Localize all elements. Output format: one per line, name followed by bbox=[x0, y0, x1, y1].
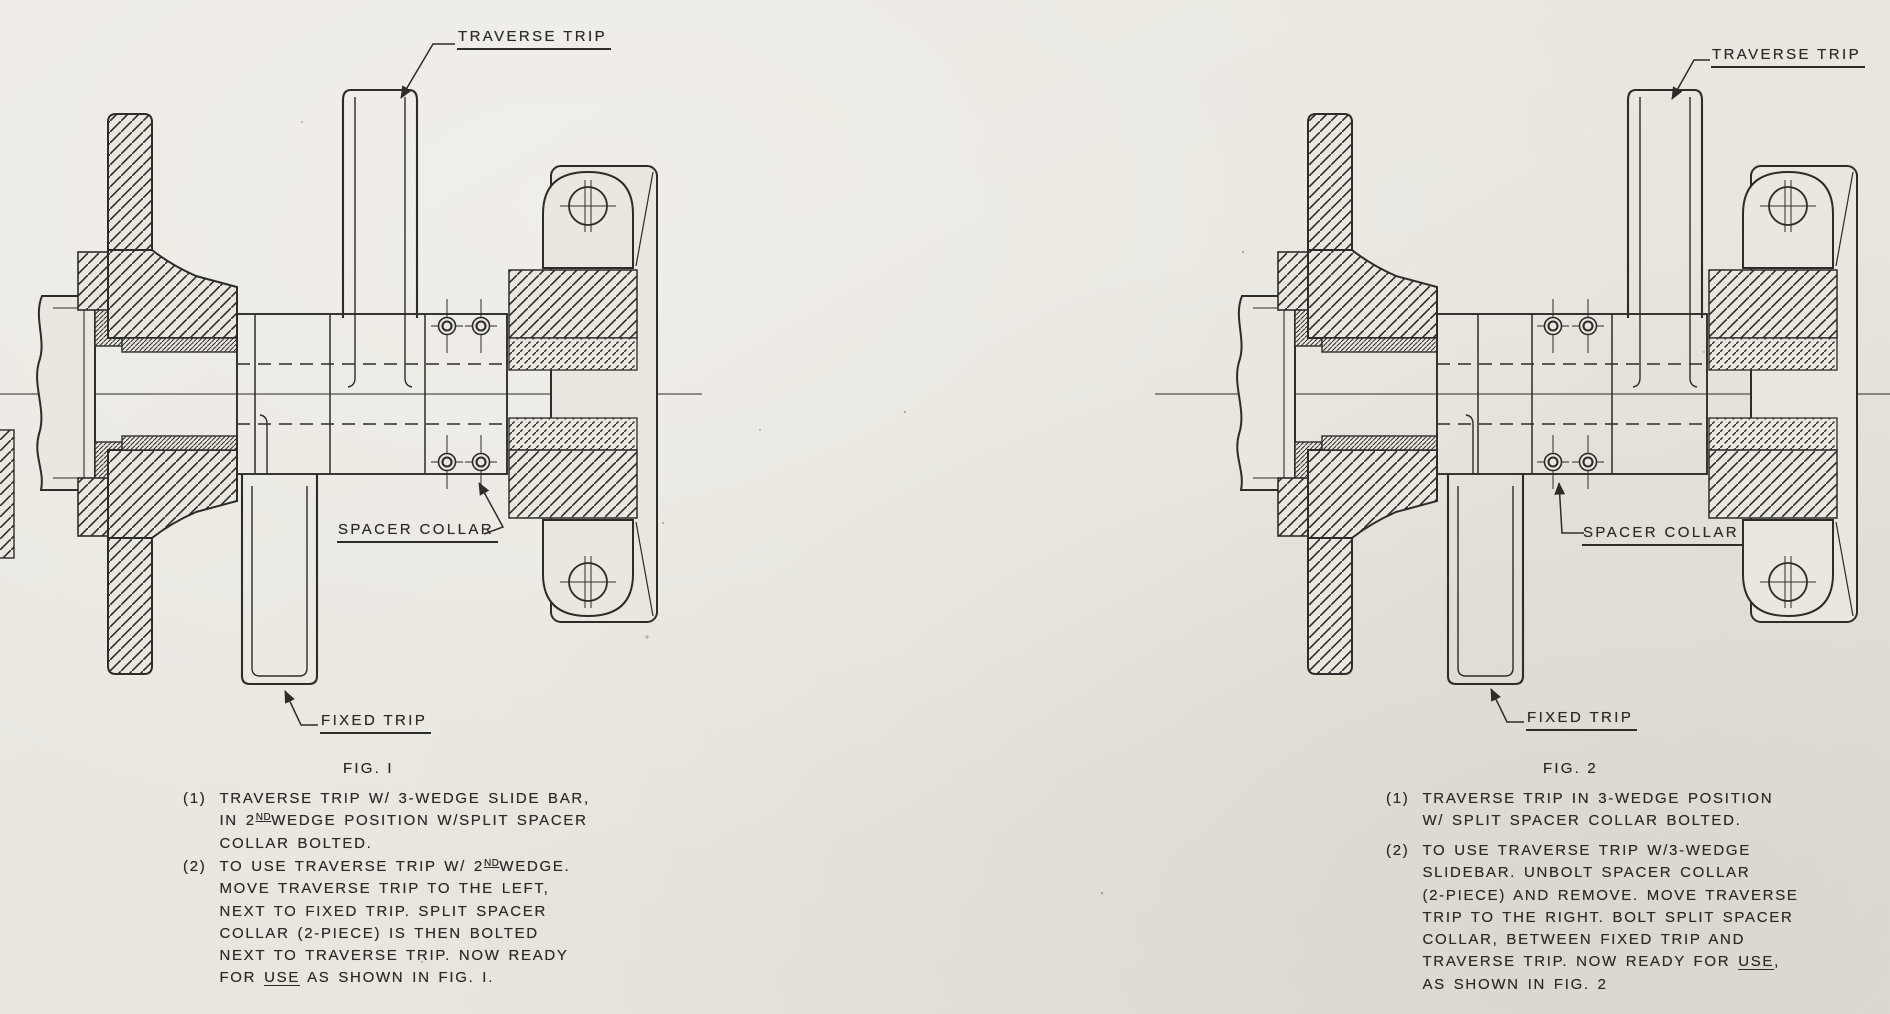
note-line: COLLAR, BETWEEN FIXED TRIP AND bbox=[1422, 931, 1746, 949]
note-number: (1) bbox=[1386, 790, 1410, 807]
note-line: NEXT TO TRAVERSE TRIP. NOW READY bbox=[219, 947, 569, 965]
note-line: TRAVERSE TRIP. NOW READY FOR USE, bbox=[1422, 953, 1781, 971]
note-line: TO USE TRAVERSE TRIP W/3-WEDGE bbox=[1422, 842, 1751, 859]
label-traverse-trip-fig1: TRAVERSE TRIP bbox=[457, 28, 611, 50]
note-text bbox=[219, 790, 589, 857]
note-2-fig1 bbox=[183, 858, 570, 992]
note-line: W/ SPLIT SPACER COLLAR BOLTED. bbox=[1422, 812, 1742, 830]
note-line: (2-PIECE) AND REMOVE. MOVE TRAVERSE bbox=[1422, 886, 1799, 904]
note-text bbox=[1422, 842, 1798, 998]
note-number: (2) bbox=[1386, 842, 1410, 859]
note-line: TO USE TRAVERSE TRIP W/ 2NDWEDGE. bbox=[219, 858, 571, 875]
note-line: COLLAR (2-PIECE) IS THEN BOLTED bbox=[219, 924, 539, 942]
note-line: AS SHOWN IN FIG. 2 bbox=[1422, 975, 1608, 993]
note-line: SLIDEBAR. UNBOLT SPACER COLLAR bbox=[1422, 864, 1751, 882]
note-line: TRAVERSE TRIP W/ 3-WEDGE SLIDE BAR, bbox=[219, 790, 590, 807]
note-line: MOVE TRAVERSE TRIP TO THE LEFT, bbox=[219, 880, 550, 898]
label-traverse-trip-fig2: TRAVERSE TRIP bbox=[1711, 46, 1865, 68]
fig2-linework bbox=[1155, 60, 1890, 722]
note-1-fig1 bbox=[183, 790, 590, 857]
note-text bbox=[1422, 790, 1773, 835]
note-line: IN 2NDWEDGE POSITION W/SPLIT SPACER bbox=[219, 812, 588, 830]
leader-line bbox=[1491, 689, 1524, 722]
note-2-fig2 bbox=[1386, 842, 1799, 998]
note-number: (1) bbox=[183, 790, 207, 807]
note-line: NEXT TO FIXED TRIP. SPLIT SPACER bbox=[219, 902, 547, 920]
leader-line bbox=[1559, 483, 1584, 533]
note-text bbox=[219, 858, 570, 992]
leader-line bbox=[1672, 60, 1710, 99]
label-fixed-trip-fig2: FIXED TRIP bbox=[1526, 709, 1637, 731]
leader-line bbox=[285, 691, 318, 725]
label-fixed-trip-fig1: FIXED TRIP bbox=[320, 712, 431, 734]
note-1-fig2 bbox=[1386, 790, 1773, 835]
label-spacer-collar-fig2: SPACER COLLAR bbox=[1582, 524, 1743, 546]
note-line: TRAVERSE TRIP IN 3-WEDGE POSITION bbox=[1422, 790, 1774, 807]
caption-fig1: FIG. I bbox=[343, 760, 394, 777]
caption-fig2: FIG. 2 bbox=[1543, 760, 1598, 777]
note-line: COLLAR BOLTED. bbox=[219, 834, 373, 852]
note-line: FOR USE AS SHOWN IN FIG. I. bbox=[219, 969, 495, 987]
label-spacer-collar-fig1: SPACER COLLAR bbox=[337, 521, 498, 543]
note-number: (2) bbox=[183, 858, 207, 875]
fig1-linework bbox=[0, 44, 702, 725]
note-line: TRIP TO THE RIGHT. BOLT SPLIT SPACER bbox=[1422, 908, 1794, 926]
